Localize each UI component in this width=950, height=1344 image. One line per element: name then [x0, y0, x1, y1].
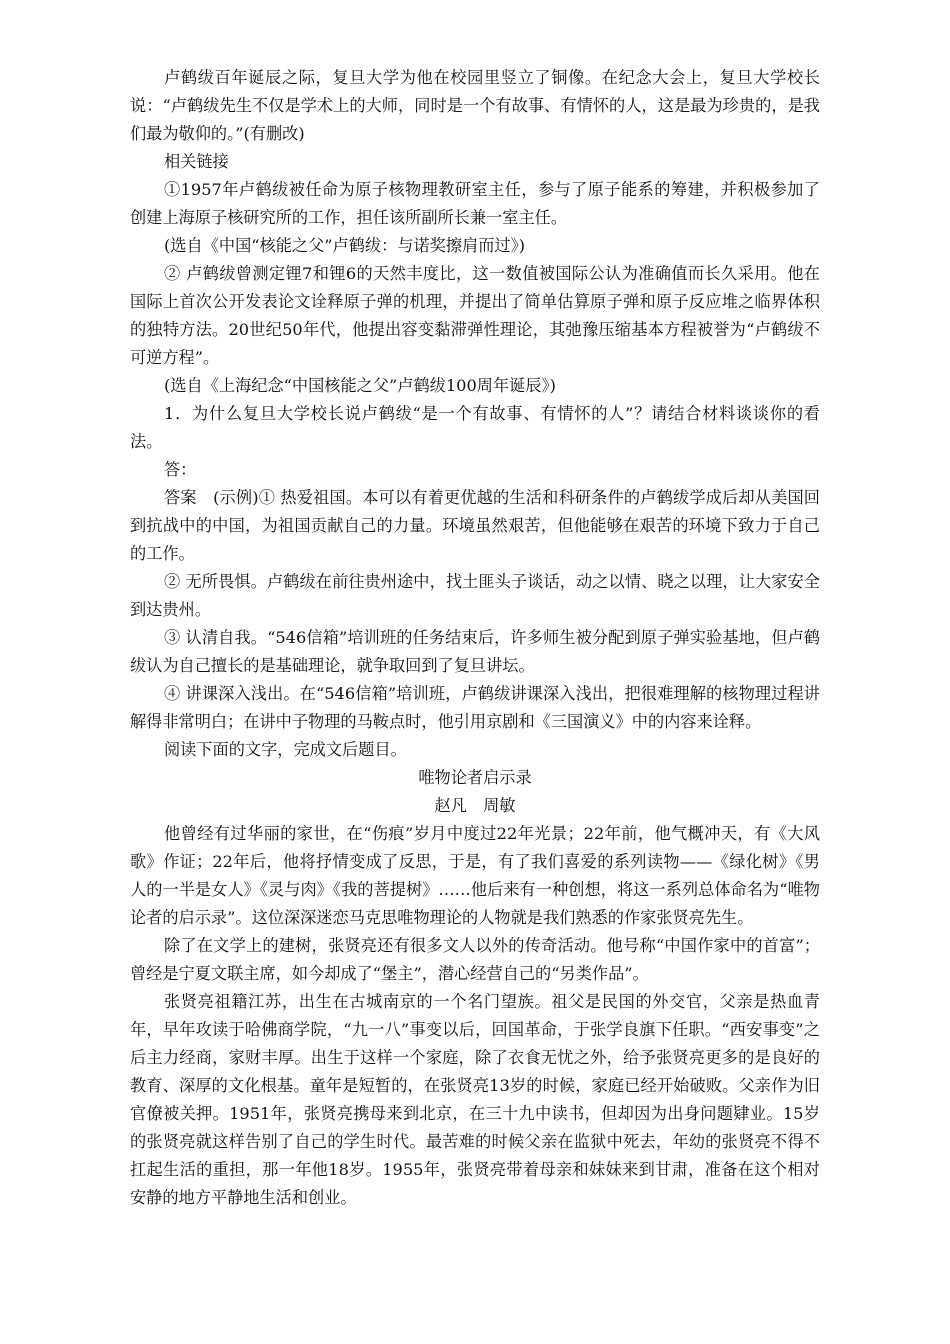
p-statue: 卢鹤绂百年诞辰之际，复旦大学为他在校园里竖立了铜像。在纪念大会上，复旦大学校长说：“卢鹤绂先生不仅是学术上的大师，同时是一个有故事、有情怀的人，这是最为珍贵的，是我们最为敬仰的。”(有删改): [130, 68, 820, 143]
document-body: [130, 64, 820, 1212]
p-source-1: (选自《中国“核能之父”卢鹤绂：与诺奖擦肩而过》): [164, 236, 526, 255]
p-answer-3: ③ 认清自我。“546信箱”培训班的任务结束后，许多师生被分配到原子弹实验基地，但卢鹤绂认为自己擅长的是基础理论，就争取回到了复旦讲坛。: [130, 628, 820, 675]
p-answer-2: ② 无所畏惧。卢鹤绂在前往贵州途中，找土匪头子谈话，动之以情、晓之以理，让大家安全到达贵州。: [130, 572, 820, 619]
p-article-1: 他曾经有过华丽的家世，在“伤痕”岁月中度过22年光景；22年前，他气概冲天，有《大风歌》作证；22年后，他将抒情变成了反思，于是，有了我们喜爱的系列读物——《绿化树》《男人的一半是女人》《灵与肉》《我的菩提树》……他后来有一种创想，将这一系列总体命名为“唯物论者的启示录”。这位深深迷恋马克思唯物理论的人物就是我们熟悉的作家张贤亮先生。: [130, 824, 820, 927]
p-answer-1: 答案 (示例)① 热爱祖国。本可以有着更优越的生活和科研条件的卢鹤绂学成后却从美国回到抗战中的中国，为祖国贡献自己的力量。环境虽然艰苦，但他能够在艰苦的环境下致力于自己的工作。: [130, 488, 820, 563]
p-instruction: 阅读下面的文字，完成文后题目。: [164, 740, 407, 759]
p-answer-label: 答：: [164, 460, 197, 479]
p-article-2: 除了在文学上的建树，张贤亮还有很多文人以外的传奇活动。他号称“中国作家中的首富”；曾经是宁夏文联主席，如今却成了“堡主”，潜心经营自己的“另类作品”。: [130, 936, 820, 983]
p-link-2: ② 卢鹤绂曾测定锂7和锂6的天然丰度比，这一数值被国际公认为准确值而长久采用。他在国际上首次公开发表论文诠释原子弹的机理，并提出了简单估算原子弹和原子反应堆之临界体积的独特方法。20世纪50年代，他提出容变黏滞弹性理论，其弛豫压缩基本方程被誉为“卢鹤绂不可逆方程”。: [130, 264, 820, 367]
p-article-authors: 赵凡 周敏: [434, 796, 516, 815]
p-link-1: ①1957年卢鹤绂被任命为原子核物理教研室主任，参与了原子能系的筹建，并积极参加了创建上海原子核研究所的工作，担任该所副所长兼一室主任。: [130, 180, 820, 227]
p-source-2: (选自《上海纪念“中国核能之父”卢鹤绂100周年诞辰》): [164, 376, 556, 395]
p-article-3: 张贤亮祖籍江苏，出生在古城南京的一个名门望族。祖父是民国的外交官，父亲是热血青年，早年攻读于哈佛商学院，“九一八”事变以后，回国革命，于张学良旗下任职。“西安事变”之后主力经商，家财丰厚。出生于这样一个家庭，除了衣食无忧之外，给予张贤亮更多的是良好的教育、深厚的文化根基。童年是短暂的，在张贤亮13岁的时候，家庭已经开始破败。父亲作为旧官僚被关押。1951年，张贤亮携母来到北京，在三十九中读书，但却因为出身问题肄业。15岁的张贤亮就这样告别了自己的学生时代。最苦难的时候父亲在监狱中死去，年幼的张贤亮不得不扛起生活的重担，那一年他18岁。1955年，张贤亮带着母亲和妹妹来到甘肃，准备在这个相对安静的地方平静地生活和创业。: [130, 992, 820, 1207]
p-question-1: 1．为什么复旦大学校长说卢鹤绂“是一个有故事、有情怀的人”？请结合材料谈谈你的看法。: [130, 404, 820, 451]
p-article-title: 唯物论者启示录: [418, 768, 532, 787]
p-related-links: 相关链接: [164, 152, 229, 171]
p-answer-4: ④ 讲课深入浅出。在“546信箱”培训班，卢鹤绂讲课深入浅出，把很难理解的核物理过程讲解得非常明白；在讲中子物理的马鞍点时，他引用京剧和《三国演义》中的内容来诠释。: [130, 684, 820, 731]
